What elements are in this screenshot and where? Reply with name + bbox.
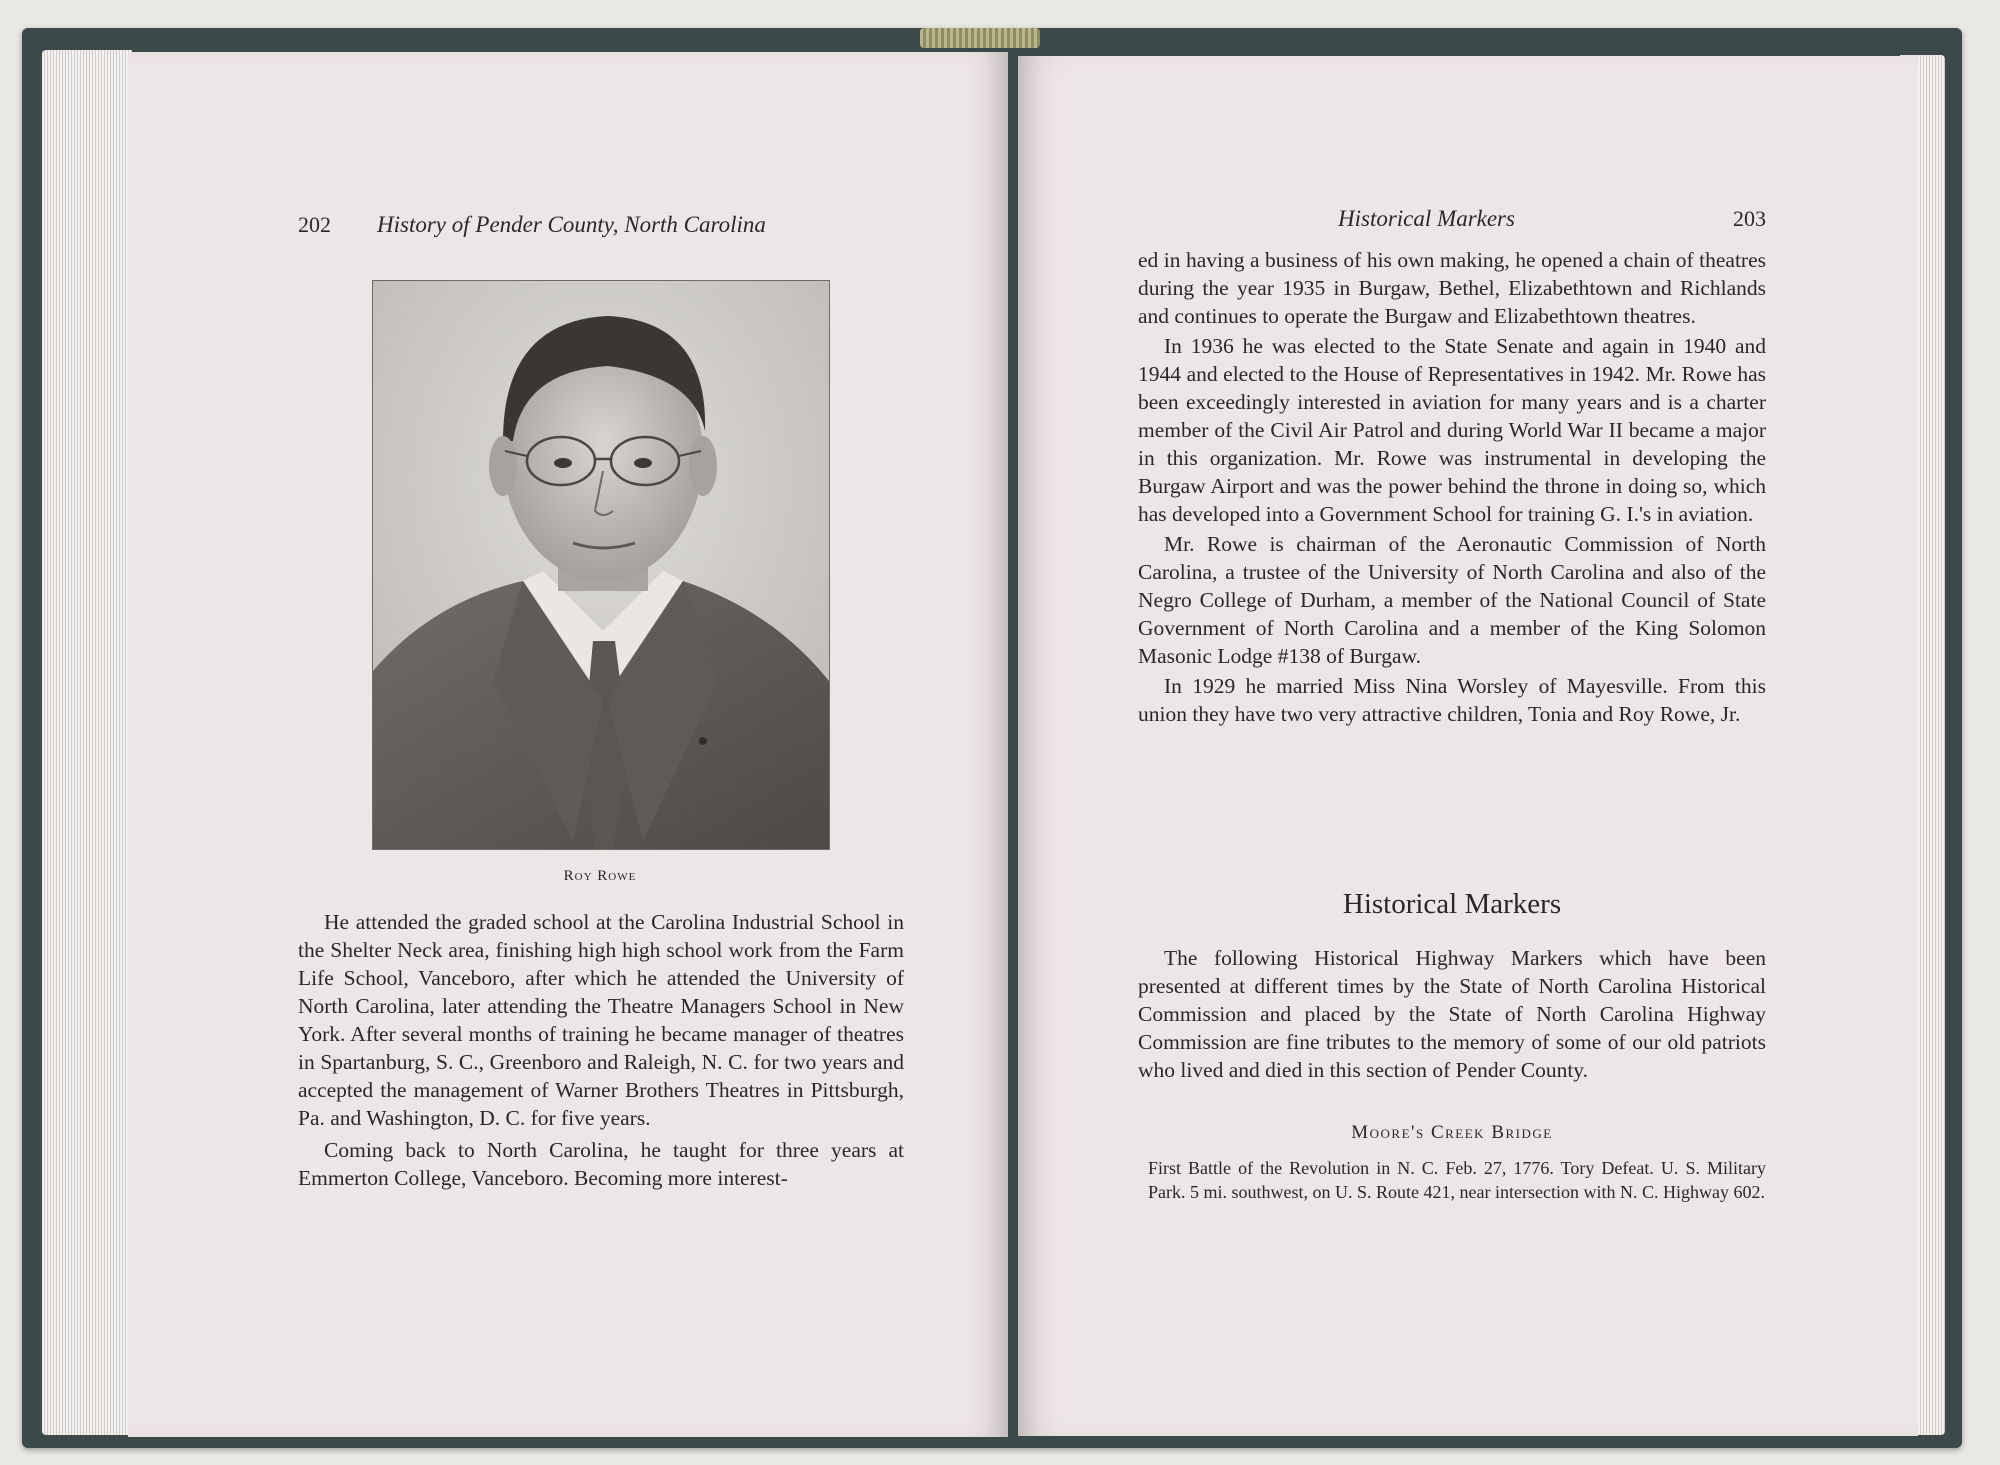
portrait-image (373, 281, 829, 849)
section-intro (1138, 944, 1766, 1084)
left-page (128, 52, 1008, 1437)
left-page-number: 202 (298, 212, 331, 237)
right-paragraph-1: In 1936 he was elected to the State Senate and again in 1940 and 1944 and elected to the House of Representatives in 1942. Mr. Rowe has been exceedingly interested in aviation for many years and is a charter member of the Civil Air Patrol and during World War II became a major in this organization. Mr. Rowe was instrumental in developing the Burgaw Airport and was the power behind the throne in doing so, which has developed into a Government School for training G. I.'s in aviation. (1138, 334, 1766, 526)
right-page (1018, 56, 1918, 1436)
left-paragraph-2: Coming back to North Carolina, he taught for three years at Emmerton College, Vanceboro. Becoming more interest- (298, 1138, 904, 1190)
left-page-edges (42, 50, 132, 1435)
right-running-head (1338, 206, 1766, 232)
right-paragraph-3: In 1929 he married Miss Nina Worsley of Mayesville. From this union they have two very attractive children, Tonia and Roy Rowe, Jr. (1138, 674, 1766, 726)
spine-binding (920, 28, 1040, 48)
marker-title: Moore's Creek Bridge (1351, 1122, 1553, 1143)
section-heading: Historical Markers (1342, 888, 1562, 920)
left-running-title: History of Pender County, North Carolina (377, 212, 766, 237)
right-body-text (1138, 246, 1766, 728)
right-running-title: Historical Markers (1338, 206, 1515, 231)
portrait-photo (372, 280, 830, 850)
left-running-head (298, 212, 766, 238)
right-paragraph-2: Mr. Rowe is chairman of the Aeronautic Commission of North Carolina, a trustee of the University of North Carolina and also of the Negro College of Durham, a member of the National Council of State Government of North Carolina and a member of the King Solomon Masonic Lodge #138 of Burgaw. (1138, 532, 1766, 668)
marker-text: First Battle of the Revolution in N. C. Feb. 27, 1776. Tory Defeat. U. S. Military Park. 5 mi. southwest, on U. S. Route 421, near intersection with N. C. Highway 602. (1148, 1158, 1766, 1202)
photo-caption: Roy Rowe (563, 868, 637, 884)
left-paragraph-1: He attended the graded school at the Carolina Industrial School in the Shelter Neck area, finishing high high school work from the Farm Life School, Vanceboro, after which he attended the University of North Carolina, later attending the Theatre Managers School in New York. After several months of training he became manager of theatres in Spartanburg, S. C., Greenboro and Raleigh, N. C. for two years and accepted the management of Warner Brothers Theatres in Pittsburgh, Pa. and Washington, D. C. for five years. (298, 910, 904, 1130)
section-intro-paragraph: The following Historical Highway Markers which have been presented at different times by the State of North Carolina Historical Commission and placed by the State of North Carolina Highway Commission are fine tributes to the memory of some of our old patriots who lived and died in this section of Pender County. (1138, 946, 1766, 1082)
continuation-paragraph: ed in having a business of his own making, he opened a chain of theatres during the year 1935 in Burgaw, Bethel, Elizabethtown and Richlands and continues to operate the Burgaw and Elizabethtown theatres. (1138, 248, 1766, 328)
left-body-text (298, 908, 904, 1192)
right-page-number: 203 (1733, 206, 1766, 231)
